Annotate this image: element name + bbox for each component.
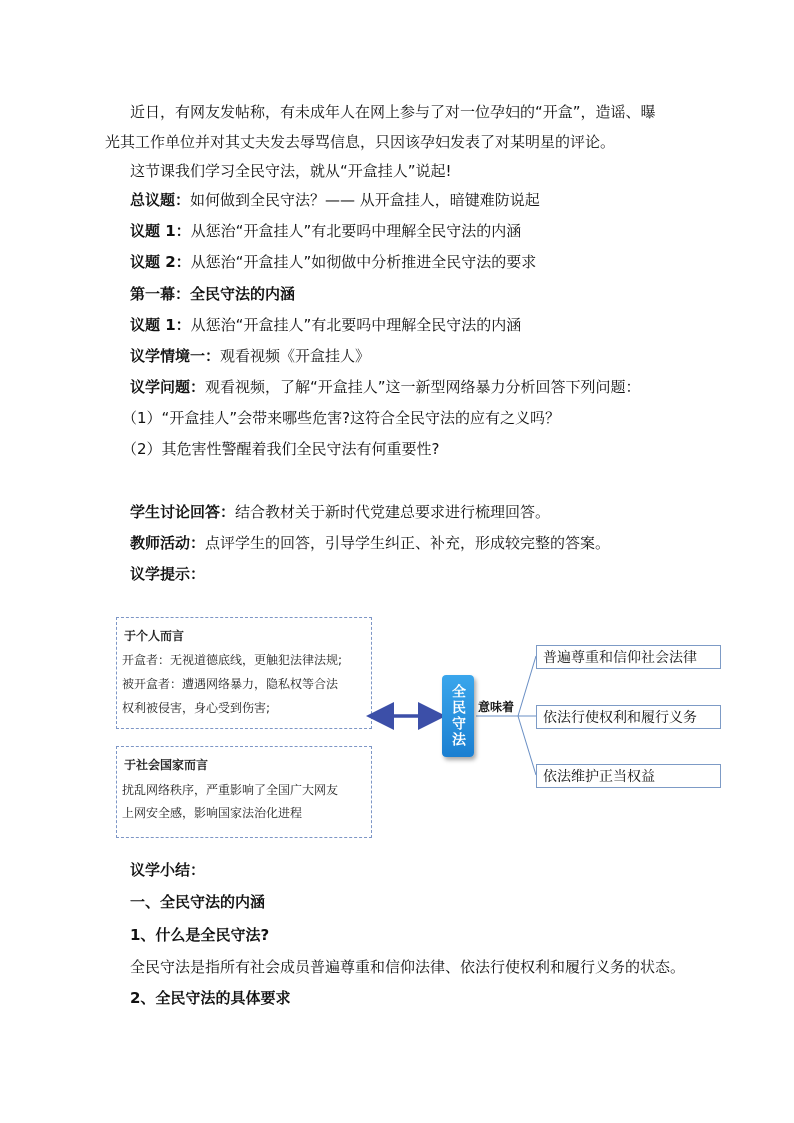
- student-discussion: 学生讨论回答：结合教材关于新时代党建总要求进行梳理回答。: [130, 503, 551, 521]
- means-label: 意味着: [478, 700, 515, 714]
- intro-line-3: 这节课我们学习全民守法，就从“开盒挂人”说起!: [130, 162, 452, 180]
- scenario: 议学情境一：观看视频《开盒挂人》: [130, 347, 371, 365]
- center-node: 全民守法: [442, 675, 474, 757]
- topic-1-repeat: 议题 1：从惩治“开盒挂人”有北要吗中理解全民守法的内涵: [130, 316, 522, 334]
- topic-1: 议题 1：从惩治“开盒挂人”有北要吗中理解全民守法的内涵: [130, 222, 522, 240]
- chapter-heading: 第一幕：全民守法的内涵: [130, 285, 296, 303]
- main-topic: 总议题：如何做到全民守法？—— 从开盒挂人，暗键难防说起: [130, 191, 540, 209]
- sub-heading-1: 1、什么是全民守法?: [130, 926, 270, 944]
- personal-title: 于个人而言: [124, 629, 185, 643]
- result-2: 依法行使权利和履行义务: [536, 705, 721, 729]
- connector-branches: [518, 656, 536, 775]
- summary-label: 议学小结：: [130, 861, 206, 879]
- personal-line-2: 被开盒者：遭遇网络暴力，隐私权等合法: [122, 677, 339, 691]
- teacher-activity: 教师活动：点评学生的回答，引导学生纠正、补充，形成较完整的答案。: [130, 534, 611, 552]
- intro-line-1: 近日，有网友发帖称，有未成年人在网上参与了对一位孕妇的“开盒”，造谣、曝: [130, 103, 656, 121]
- question-1: （1）“开盒挂人”会带来哪些危害?这符合全民守法的应有之义吗？: [122, 409, 561, 427]
- definition: 全民守法是指所有社会成员普遍尊重和信仰法律、依法行使权利和履行义务的状态。: [130, 958, 686, 976]
- society-line-1: 扰乱网络秩序，严重影响了全国广大网友: [122, 783, 339, 797]
- society-line-2: 上网安全感，影响国家法治化进程: [122, 806, 303, 820]
- intro-line-2: 光其工作单位并对其丈夫发去辱骂信息，只因该孕妇发表了对某明星的评论。: [105, 133, 616, 151]
- personal-line-1: 开盒者：无视道德底线，更触犯法律法规;: [122, 653, 343, 667]
- hint-label: 议学提示：: [130, 565, 206, 583]
- section-1-heading: 一、全民守法的内涵: [130, 893, 266, 911]
- society-title: 于社会国家而言: [124, 758, 209, 772]
- result-3: 依法维护正当权益: [536, 764, 721, 788]
- question-2: （2）其危害性警醒着我们全民守法有何重要性?: [122, 440, 440, 458]
- result-1: 普遍尊重和信仰社会法律: [536, 645, 721, 669]
- personal-line-3: 权利被侵害，身心受到伤害;: [122, 701, 271, 715]
- sub-heading-2: 2、全民守法的具体要求: [130, 989, 291, 1007]
- question: 议学问题：观看视频，了解“开盒挂人”这一新型网络暴力分析回答下列问题：: [130, 378, 641, 396]
- topic-2: 议题 2：从惩治“开盒挂人”如彻做中分析推进全民守法的要求: [130, 253, 537, 271]
